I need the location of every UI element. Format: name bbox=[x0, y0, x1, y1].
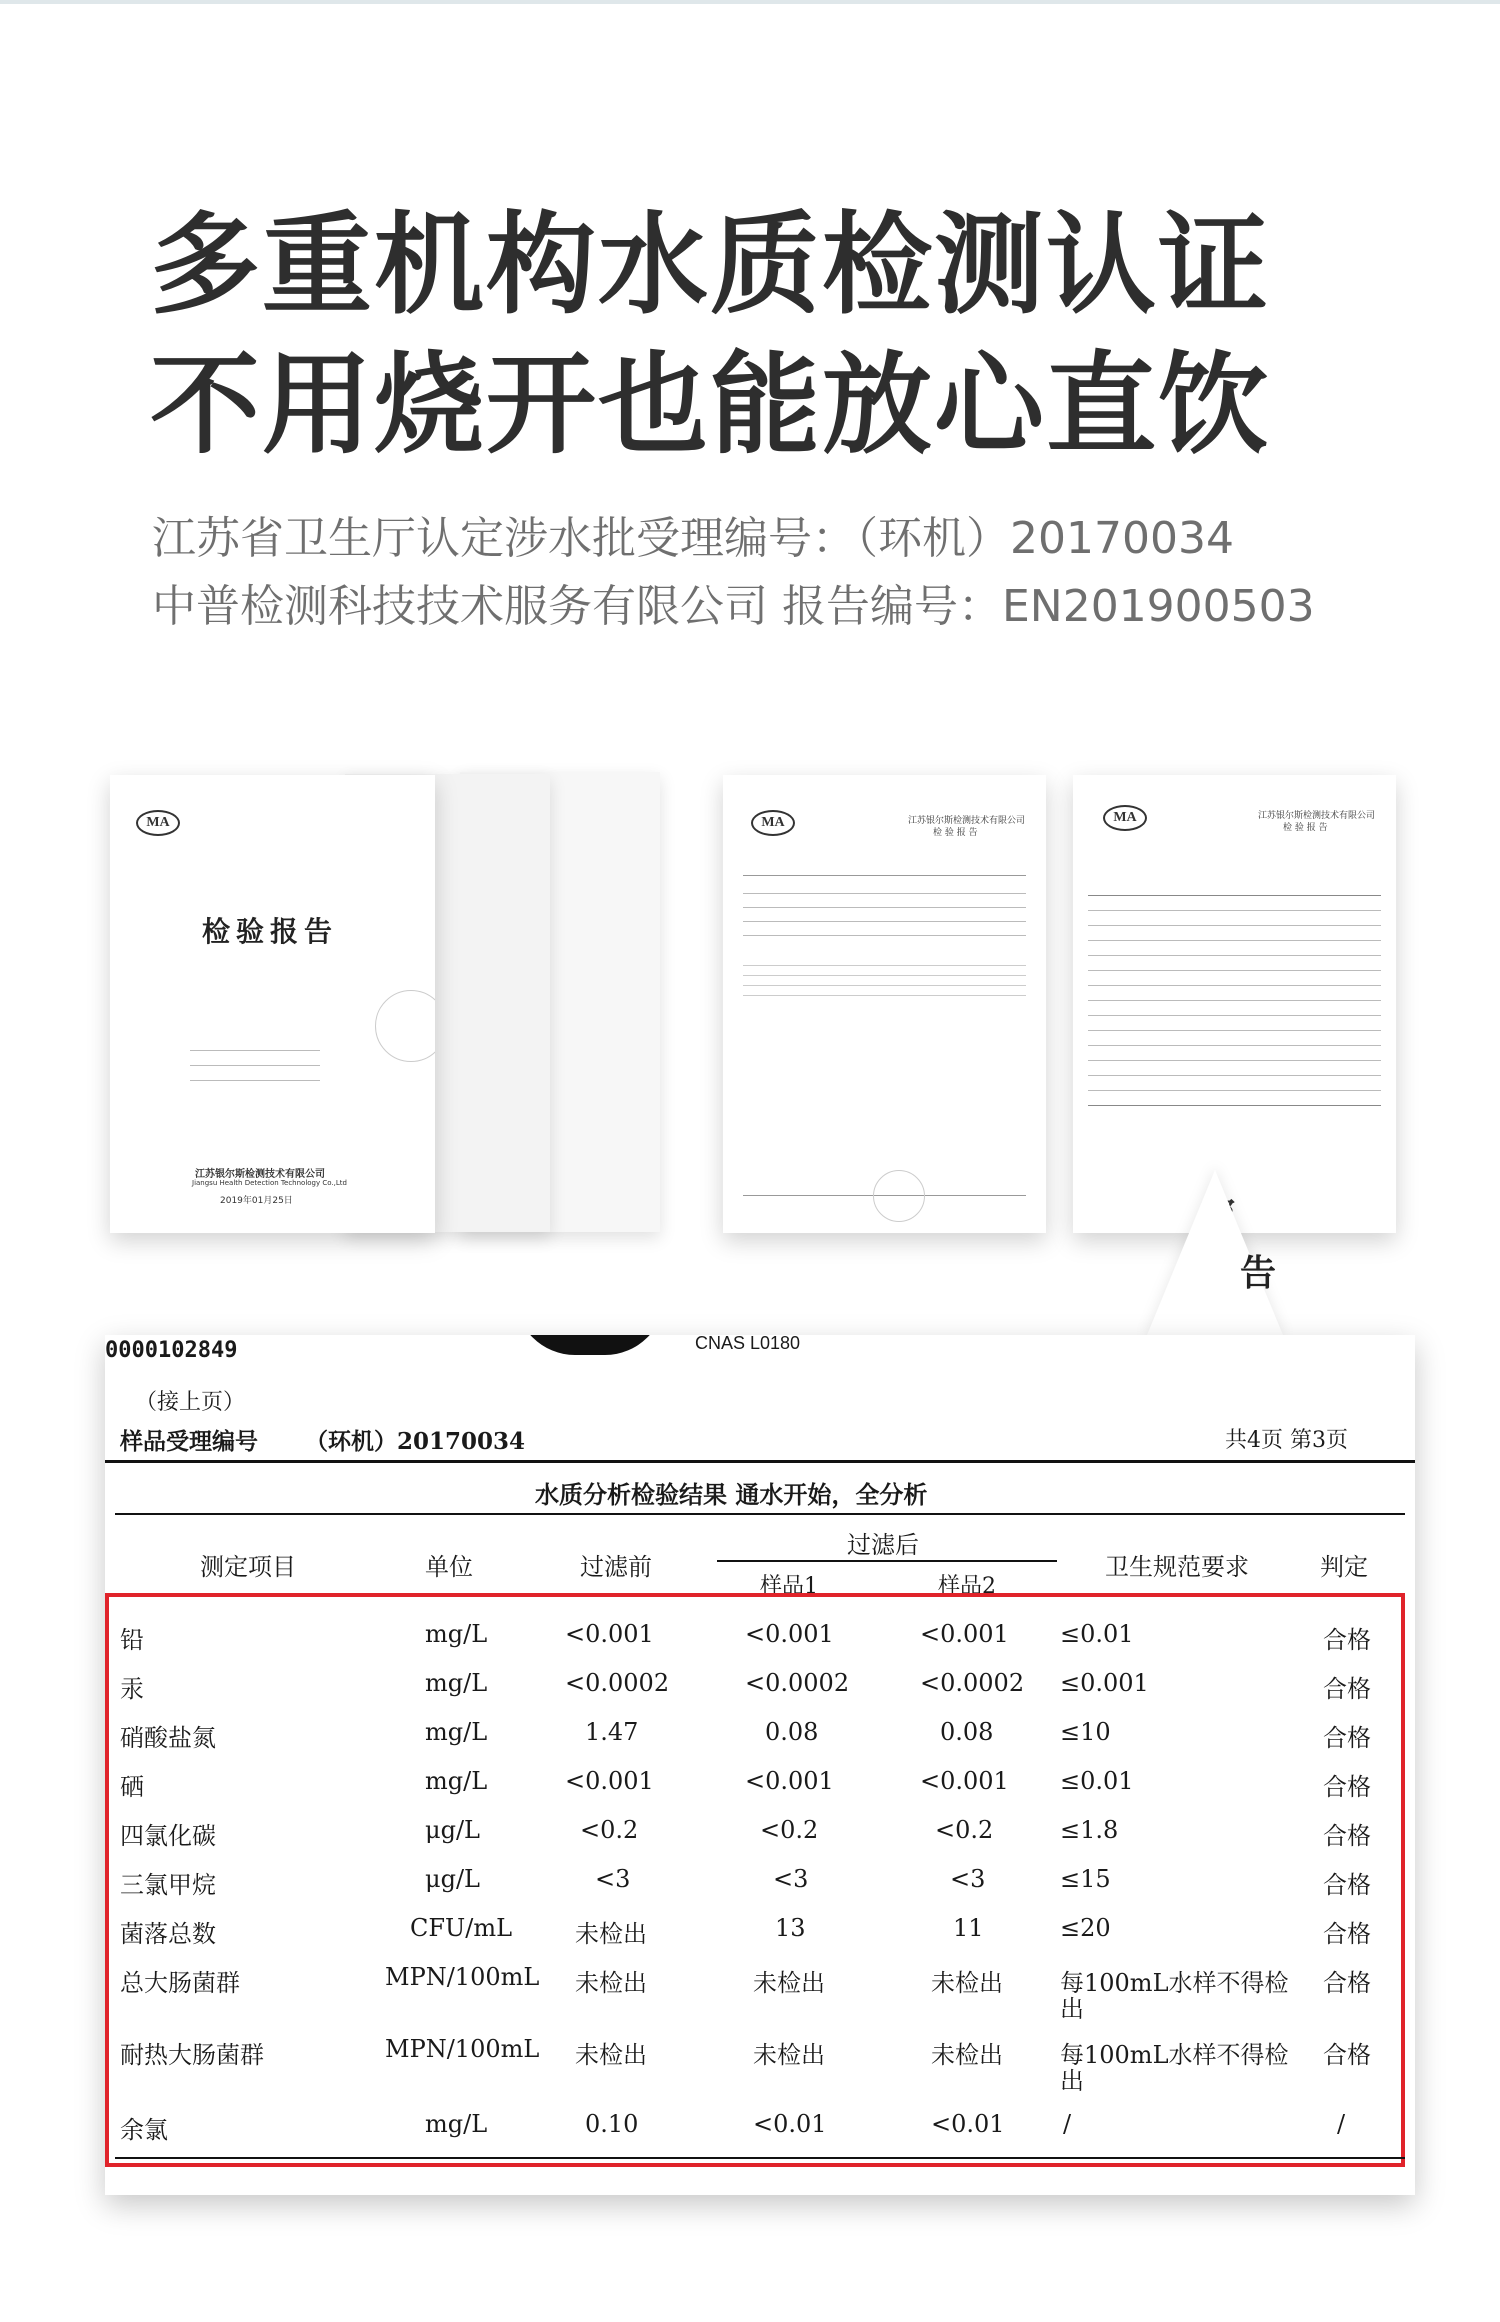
row-item: 菌落总数 bbox=[120, 1920, 216, 1948]
row-standard: ≤1.8 bbox=[1060, 1816, 1119, 1844]
cover-date: 2019年01月25日 bbox=[220, 1196, 293, 1206]
row-item: 总大肠菌群 bbox=[120, 1969, 240, 1997]
seal-stamp bbox=[873, 1170, 925, 1222]
row-verdict: 合格 bbox=[1323, 1969, 1371, 1997]
row-unit: mg/L bbox=[425, 1620, 488, 1648]
row-verdict: 合格 bbox=[1323, 1822, 1371, 1850]
report-page-thumbnail-2 bbox=[1073, 775, 1396, 1233]
enlarged-test-report bbox=[105, 1335, 1415, 2195]
row-before: 0.10 bbox=[585, 2110, 639, 2138]
row-standard: ≤15 bbox=[1060, 1865, 1111, 1893]
row-sample-2: <0.001 bbox=[920, 1620, 1009, 1648]
top-divider bbox=[0, 0, 1500, 4]
row-standard-cont: 出 bbox=[1060, 2067, 1084, 2095]
row-verdict: 合格 bbox=[1323, 2041, 1371, 2069]
row-unit: μg/L bbox=[425, 1865, 480, 1893]
row-unit: mg/L bbox=[425, 1767, 488, 1795]
row-item: 汞 bbox=[120, 1675, 144, 1703]
cover-title: 检验报告 bbox=[202, 915, 339, 948]
row-before: <0.0002 bbox=[565, 1669, 670, 1697]
row-sample-2: <0.2 bbox=[935, 1816, 994, 1844]
report-subtitle: 检 验 报 告 bbox=[1283, 823, 1328, 833]
report-cover-thumbnail bbox=[110, 775, 435, 1233]
cnas-number: CNAS L0180 bbox=[695, 1335, 801, 1353]
headline-line-1: 多重机构水质检测认证 bbox=[150, 201, 1270, 329]
page-info: 共4页 第3页 bbox=[1225, 1428, 1348, 1453]
overlay-char-2: 告 bbox=[1240, 1252, 1277, 1294]
header-item: 测定项目 bbox=[200, 1553, 296, 1581]
row-unit: CFU/mL bbox=[410, 1914, 513, 1942]
row-sample-1: <3 bbox=[773, 1865, 809, 1893]
row-sample-1: <0.01 bbox=[753, 2110, 827, 2138]
row-before: <3 bbox=[595, 1865, 631, 1893]
row-item: 三氯甲烷 bbox=[120, 1871, 216, 1899]
row-before: 未检出 bbox=[575, 1969, 647, 1997]
row-sample-1: 13 bbox=[775, 1914, 806, 1942]
row-before: 1.47 bbox=[585, 1718, 639, 1746]
ma-certification-icon: MA bbox=[136, 810, 180, 836]
row-item: 硒 bbox=[120, 1773, 144, 1801]
row-unit: μg/L bbox=[425, 1816, 480, 1844]
row-sample-1: 0.08 bbox=[765, 1718, 819, 1746]
row-sample-1: 未检出 bbox=[753, 1969, 825, 1997]
header-before: 过滤前 bbox=[580, 1553, 652, 1581]
header-after: 过滤后 bbox=[847, 1531, 919, 1559]
continued-label: （接上页） bbox=[135, 1390, 246, 1415]
report-serial-number: 0000102849 bbox=[105, 1338, 238, 1363]
report-page-thumbnail-1 bbox=[723, 775, 1046, 1233]
header-unit: 单位 bbox=[425, 1553, 473, 1581]
logo-seal-fragment bbox=[515, 1335, 665, 1355]
cover-company-en: Jiangsu Health Detection Technology Co.,Ltd bbox=[192, 1179, 347, 1187]
row-sample-2: 未检出 bbox=[931, 2041, 1003, 2069]
row-sample-1: <0.001 bbox=[745, 1767, 834, 1795]
row-sample-2: <3 bbox=[950, 1865, 986, 1893]
row-item: 铅 bbox=[120, 1626, 144, 1654]
header-rule bbox=[105, 1460, 1415, 1463]
after-subrule bbox=[717, 1560, 1057, 1562]
row-verdict: 合格 bbox=[1323, 1920, 1371, 1948]
row-sample-1: <0.001 bbox=[745, 1620, 834, 1648]
table-title: 水质分析检验结果 通水开始，全分析 bbox=[535, 1480, 928, 1509]
row-unit: MPN/100mL bbox=[385, 2035, 540, 2063]
row-item: 硝酸盐氮 bbox=[120, 1724, 216, 1752]
row-standard: ≤0.001 bbox=[1060, 1669, 1149, 1697]
row-unit: mg/L bbox=[425, 1669, 488, 1697]
report-number-text: 中普检测科技技术服务有限公司 报告编号：EN201900503 bbox=[152, 581, 1315, 632]
headline-line-2: 不用烧开也能放心直饮 bbox=[150, 341, 1270, 469]
row-verdict: 合格 bbox=[1323, 1871, 1371, 1899]
row-verdict: 合格 bbox=[1323, 1675, 1371, 1703]
row-sample-1: 未检出 bbox=[753, 2041, 825, 2069]
title-rule bbox=[115, 1513, 1405, 1515]
header-verdict: 判定 bbox=[1320, 1553, 1368, 1581]
row-sample-2: <0.0002 bbox=[920, 1669, 1025, 1697]
row-sample-2: 0.08 bbox=[940, 1718, 994, 1746]
row-unit: MPN/100mL bbox=[385, 1963, 540, 1991]
header-standard: 卫生规范要求 bbox=[1105, 1553, 1249, 1581]
row-standard: 每100mL水样不得检 bbox=[1060, 2041, 1289, 2069]
report-subtitle: 检 验 报 告 bbox=[933, 828, 978, 838]
row-before: <0.001 bbox=[565, 1767, 654, 1795]
row-standard-cont: 出 bbox=[1060, 1995, 1084, 2023]
row-unit: mg/L bbox=[425, 1718, 488, 1746]
accept-number-value: （环机）20170034 bbox=[305, 1428, 526, 1455]
row-unit: mg/L bbox=[425, 2110, 488, 2138]
approval-number-text: 江苏省卫生厅认定涉水批受理编号：（环机）20170034 bbox=[152, 513, 1234, 564]
row-verdict: 合格 bbox=[1323, 1626, 1371, 1654]
row-sample-1: <0.0002 bbox=[745, 1669, 850, 1697]
report-company: 江苏银尔斯检测技术有限公司 bbox=[1258, 811, 1376, 821]
bottom-rule bbox=[115, 2157, 1405, 2159]
header-sample-2: 样品2 bbox=[938, 1574, 996, 1599]
row-sample-2: 11 bbox=[953, 1914, 984, 1942]
row-standard: 每100mL水样不得检 bbox=[1060, 1969, 1289, 1997]
row-verdict: / bbox=[1337, 2110, 1346, 2138]
row-item: 四氯化碳 bbox=[120, 1822, 216, 1850]
row-verdict: 合格 bbox=[1323, 1724, 1371, 1752]
row-item: 余氯 bbox=[120, 2116, 168, 2144]
row-before: 未检出 bbox=[575, 2041, 647, 2069]
row-standard: ≤0.01 bbox=[1060, 1620, 1134, 1648]
row-standard: / bbox=[1063, 2110, 1072, 2138]
row-sample-2: <0.01 bbox=[931, 2110, 1005, 2138]
row-sample-2: 未检出 bbox=[931, 1969, 1003, 1997]
row-sample-2: <0.001 bbox=[920, 1767, 1009, 1795]
row-standard: ≤20 bbox=[1060, 1914, 1111, 1942]
row-before: <0.2 bbox=[580, 1816, 639, 1844]
row-before: 未检出 bbox=[575, 1920, 647, 1948]
report-company: 江苏银尔斯检测技术有限公司 bbox=[908, 816, 1026, 826]
header-sample-1: 样品1 bbox=[760, 1574, 818, 1599]
cover-company: 江苏银尔斯检测技术有限公司 bbox=[195, 1169, 325, 1180]
row-sample-1: <0.2 bbox=[760, 1816, 819, 1844]
row-standard: ≤0.01 bbox=[1060, 1767, 1134, 1795]
row-item: 耐热大肠菌群 bbox=[120, 2041, 264, 2069]
row-standard: ≤10 bbox=[1060, 1718, 1111, 1746]
accept-number-label: 样品受理编号 bbox=[120, 1428, 258, 1455]
ma-certification-icon: MA bbox=[751, 810, 795, 836]
ma-certification-icon: MA bbox=[1103, 805, 1147, 831]
row-before: <0.001 bbox=[565, 1620, 654, 1648]
overlay-char-1: 控 bbox=[1201, 1193, 1235, 1233]
seal-stamp bbox=[375, 990, 435, 1062]
row-verdict: 合格 bbox=[1323, 1773, 1371, 1801]
